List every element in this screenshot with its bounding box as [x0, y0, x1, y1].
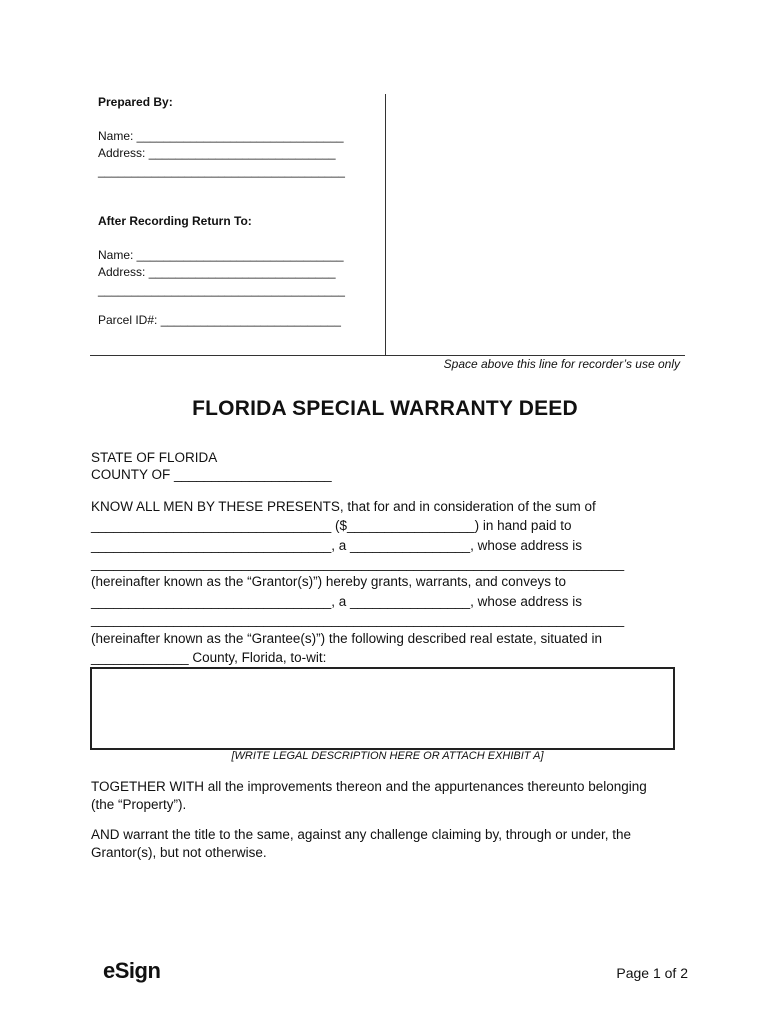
county-field[interactable]: COUNTY OF _____________________ [91, 467, 332, 482]
recorder-note: Space above this line for recorder’s use only [443, 357, 680, 371]
legal-description-caption: [WRITE LEGAL DESCRIPTION HERE OR ATTACH EXHIBIT A] [231, 750, 544, 762]
header-vertical-divider [385, 94, 386, 356]
legal-description-box[interactable] [90, 667, 675, 750]
prepared-name-field[interactable]: Name: _______________________________ [98, 129, 344, 143]
parcel-id-field[interactable]: Parcel ID#: ___________________________ [98, 313, 341, 327]
return-name-field[interactable]: Name: _______________________________ [98, 248, 344, 262]
esign-logo: eSign [103, 958, 161, 983]
body-line-grantor[interactable]: ________________________________, a ________________, whose address is [91, 538, 582, 553]
warrant-line: Grantor(s), but not otherwise. [91, 845, 267, 860]
together-line: (the “Property”). [91, 797, 187, 812]
page-number: Page 1 of 2 [616, 965, 688, 981]
return-to-label: After Recording Return To: [98, 214, 252, 228]
document-title: FLORIDA SPECIAL WARRANTY DEED [192, 397, 578, 420]
body-line-county[interactable]: _____________ County, Florida, to-wit: [91, 650, 327, 665]
body-line: (hereinafter known as the “Grantee(s)”) the following described real estate, situated in [91, 631, 603, 646]
prepared-address-field[interactable]: Address: ____________________________ [98, 146, 336, 160]
prepared-by-label: Prepared By: [98, 95, 173, 109]
body-line-consideration[interactable]: ________________________________ ($_________________) in hand paid to [91, 518, 572, 533]
together-line: TOGETHER WITH all the improvements thereon and the appurtenances thereunto belonging [91, 779, 647, 794]
body-line-grantor-address[interactable]: _______________________________________________________________________ [91, 556, 625, 571]
prepared-address-line2-field[interactable]: _____________________________________ [98, 164, 345, 178]
body-line-grantee[interactable]: ________________________________, a ________________, whose address is [91, 594, 582, 609]
state-line: STATE OF FLORIDA [91, 450, 218, 465]
return-address-line2-field[interactable]: _____________________________________ [98, 283, 345, 297]
body-line: KNOW ALL MEN BY THESE PRESENTS, that for and in consideration of the sum of [91, 499, 596, 514]
warrant-line: AND warrant the title to the same, against any challenge claiming by, through or under, the [91, 827, 632, 842]
recorder-divider-line [90, 355, 685, 356]
return-address-field[interactable]: Address: ____________________________ [98, 265, 336, 279]
body-line-grantee-address[interactable]: _______________________________________________________________________ [91, 612, 625, 627]
body-line: (hereinafter known as the “Grantor(s)”) hereby grants, warrants, and conveys to [91, 574, 566, 589]
